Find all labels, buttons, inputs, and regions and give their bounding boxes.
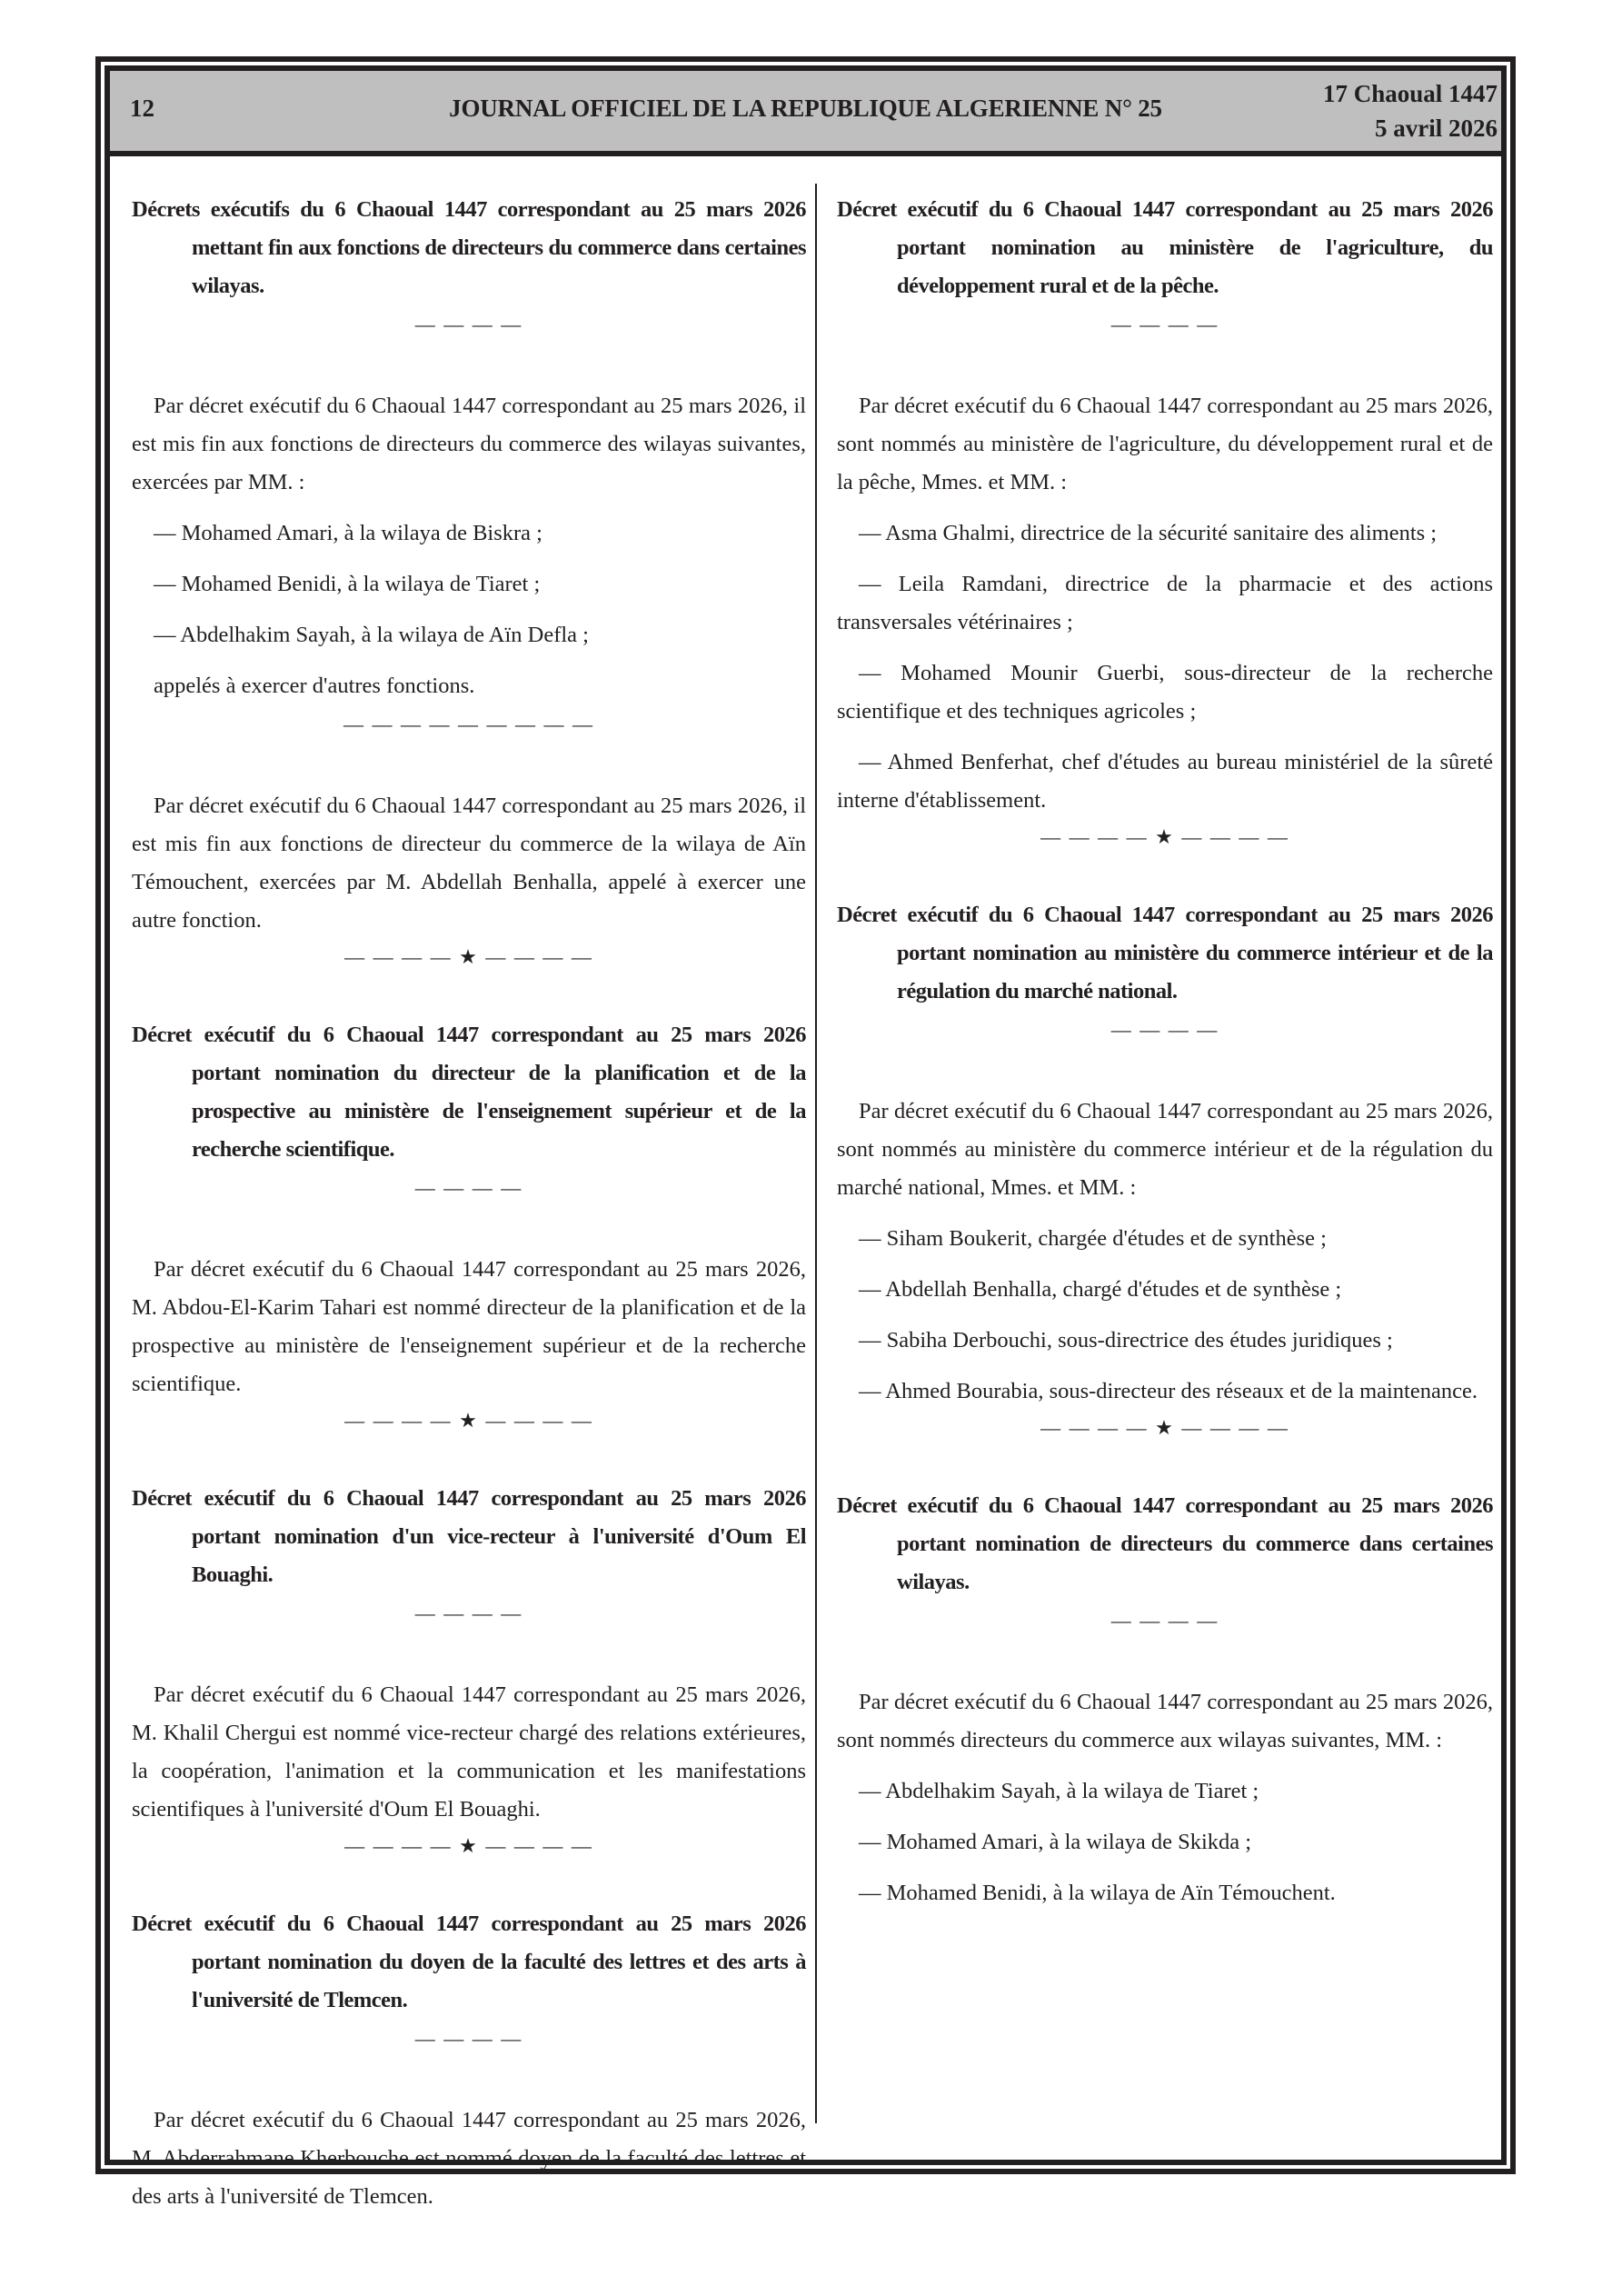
page-number: 12 bbox=[130, 95, 154, 122]
star-separator: — — — — ★ — — — — bbox=[344, 945, 593, 968]
list-item: — Ahmed Benferhat, chef d'études au bureau ministériel de la sûreté interne d'établissement. bbox=[837, 750, 1493, 813]
list-item: — Mohamed Benidi, à la wilaya de Aïn Témouchent. bbox=[859, 1881, 1336, 1905]
decree-paragraph: Par décret exécutif du 6 Chaoual 1447 correspondant au 25 mars 2026, M. Abdou-El-Karim Tahari est nommé directeur de la planification et de la prospective au ministère de l'enseignement supérieur et de la recherche scientifique. bbox=[132, 1257, 806, 1396]
decree-paragraph: Par décret exécutif du 6 Chaoual 1447 correspondant au 25 mars 2026, sont nommés au ministère de l'agriculture, du développement rural et de la pêche, Mmes. et MM. : bbox=[837, 394, 1493, 494]
column-divider bbox=[815, 184, 817, 2123]
long-separator: — — — — — — — — — bbox=[343, 713, 594, 735]
decree-paragraph: Par décret exécutif du 6 Chaoual 1447 correspondant au 25 mars 2026, il est mis fin aux fonctions de directeurs du commerce des wilayas suivantes, exercées par MM. : bbox=[132, 394, 806, 494]
short-separator: — — — — bbox=[414, 2027, 523, 2050]
short-separator: — — — — bbox=[414, 1176, 523, 1199]
decree-paragraph: Par décret exécutif du 6 Chaoual 1447 correspondant au 25 mars 2026, M. Abderrahmane Kherbouche est nommé doyen de la faculté des lettres et des arts à l'université de Tlemcen. bbox=[132, 2108, 806, 2209]
star-separator: — — — — ★ — — — — bbox=[344, 1834, 593, 1857]
decree-commerce-ministry bbox=[837, 896, 1493, 1442]
page-frame-inner bbox=[104, 65, 1507, 2209]
decree-planning-director bbox=[132, 1016, 806, 1434]
list-item: — Abdelhakim Sayah, à la wilaya de Tiaret ; bbox=[859, 1779, 1259, 1803]
decree-commerce-directors-appointment bbox=[837, 1487, 1493, 1912]
list-item: — Mohamed Amari, à la wilaya de Biskra ; bbox=[154, 521, 542, 545]
short-separator: — — — — bbox=[1110, 1609, 1219, 1632]
short-separator: — — — — bbox=[1110, 1018, 1219, 1041]
gregorian-date: 5 avril 2026 bbox=[1375, 115, 1498, 142]
list-item: — Sabiha Derbouchi, sous-directrice des études juridiques ; bbox=[859, 1328, 1393, 1353]
decree-title: Décret exécutif du 6 Chaoual 1447 correspondant au 25 mars 2026 portant nomination au ministère de l'agriculture, du développement rural et de la pêche. bbox=[837, 197, 1493, 298]
decree-dean-tlemcen bbox=[132, 1905, 806, 2216]
hijri-date: 17 Chaoual 1447 bbox=[1322, 80, 1498, 107]
decree-end-of-functions-commerce bbox=[132, 191, 806, 971]
star-separator: — — — — ★ — — — — bbox=[1040, 1416, 1289, 1439]
page-header bbox=[110, 71, 1501, 156]
journal-title: JOURNAL OFFICIEL DE LA REPUBLIQUE ALGERIENNE N° 25 bbox=[449, 95, 1162, 122]
list-item: — Abdellah Benhalla, chargé d'études et de synthèse ; bbox=[859, 1277, 1342, 1302]
left-column bbox=[132, 191, 806, 2216]
decree-paragraph: Par décret exécutif du 6 Chaoual 1447 correspondant au 25 mars 2026, sont nommés directeurs du commerce aux wilayas suivantes, MM. : bbox=[837, 1690, 1493, 1752]
decree-paragraph: Par décret exécutif du 6 Chaoual 1447 correspondant au 25 mars 2026, M. Khalil Chergui est nommé vice-recteur chargé des relations extérieures, la coopération, l'animation et la communication et les manifestations scientifiques à l'université d'Oum El Bouaghi. bbox=[132, 1682, 806, 1822]
star-separator: — — — — ★ — — — — bbox=[344, 1409, 593, 1432]
page-frame-outer bbox=[95, 56, 1516, 2209]
star-separator: — — — — ★ — — — — bbox=[1040, 825, 1289, 848]
right-column bbox=[837, 191, 1493, 1912]
decree-title: Décret exécutif du 6 Chaoual 1447 correspondant au 25 mars 2026 portant nomination du directeur de la planification et de la prospective au ministère de l'enseignement supérieur et de la recherche scientifique. bbox=[132, 1023, 806, 1162]
decree-title: Décret exécutif du 6 Chaoual 1447 correspondant au 25 mars 2026 portant nomination au ministère du commerce intérieur et de la régulation du marché national. bbox=[837, 903, 1493, 1003]
list-item: — Mohamed Amari, à la wilaya de Skikda ; bbox=[859, 1830, 1252, 1854]
list-item: — Asma Ghalmi, directrice de la sécurité sanitaire des aliments ; bbox=[859, 521, 1438, 545]
list-item: — Siham Boukerit, chargée d'études et de synthèse ; bbox=[859, 1226, 1327, 1251]
list-item: — Mohamed Benidi, à la wilaya de Tiaret ; bbox=[154, 572, 541, 596]
decree-closing: appelés à exercer d'autres fonctions. bbox=[154, 674, 475, 698]
short-separator: — — — — bbox=[414, 1602, 523, 1624]
decree-title: Décrets exécutifs du 6 Chaoual 1447 correspondant au 25 mars 2026 mettant fin aux fonctions de directeurs du commerce dans certaines wilayas. bbox=[132, 197, 806, 298]
short-separator: — — — — bbox=[414, 313, 523, 335]
decree-agriculture-ministry bbox=[837, 191, 1493, 851]
list-item: — Leila Ramdani, directrice de la pharmacie et des actions transversales vétérinaires ; bbox=[837, 572, 1493, 634]
decree-paragraph: Par décret exécutif du 6 Chaoual 1447 correspondant au 25 mars 2026, sont nommés au ministère du commerce intérieur et de la régulation du marché national, Mmes. et MM. : bbox=[837, 1099, 1493, 1200]
decree-title: Décret exécutif du 6 Chaoual 1447 correspondant au 25 mars 2026 portant nomination de directeurs du commerce dans certaines wilayas. bbox=[837, 1493, 1493, 1594]
list-item: — Mohamed Mounir Guerbi, sous-directeur de la recherche scientifique et des techniques agricoles ; bbox=[837, 661, 1493, 724]
list-item: — Ahmed Bourabia, sous-directeur des réseaux et de la maintenance. bbox=[859, 1379, 1478, 1403]
decree-title: Décret exécutif du 6 Chaoual 1447 correspondant au 25 mars 2026 portant nomination du doyen de la faculté des lettres et des arts à l'université de Tlemcen. bbox=[132, 1912, 806, 2012]
decree-paragraph: Par décret exécutif du 6 Chaoual 1447 correspondant au 25 mars 2026, il est mis fin aux fonctions de directeur du commerce de la wilaya de Aïn Témouchent, exercées par M. Abdellah Benhalla, appelé à exercer une autre fonction. bbox=[132, 794, 806, 933]
short-separator: — — — — bbox=[1110, 313, 1219, 335]
issue-date bbox=[1323, 76, 1498, 145]
list-item: — Abdelhakim Sayah, à la wilaya de Aïn Defla ; bbox=[154, 623, 589, 647]
decree-vice-rector bbox=[132, 1480, 806, 1860]
decree-title: Décret exécutif du 6 Chaoual 1447 correspondant au 25 mars 2026 portant nomination d'un vice-recteur à l'université d'Oum El Bouaghi. bbox=[132, 1486, 806, 1587]
